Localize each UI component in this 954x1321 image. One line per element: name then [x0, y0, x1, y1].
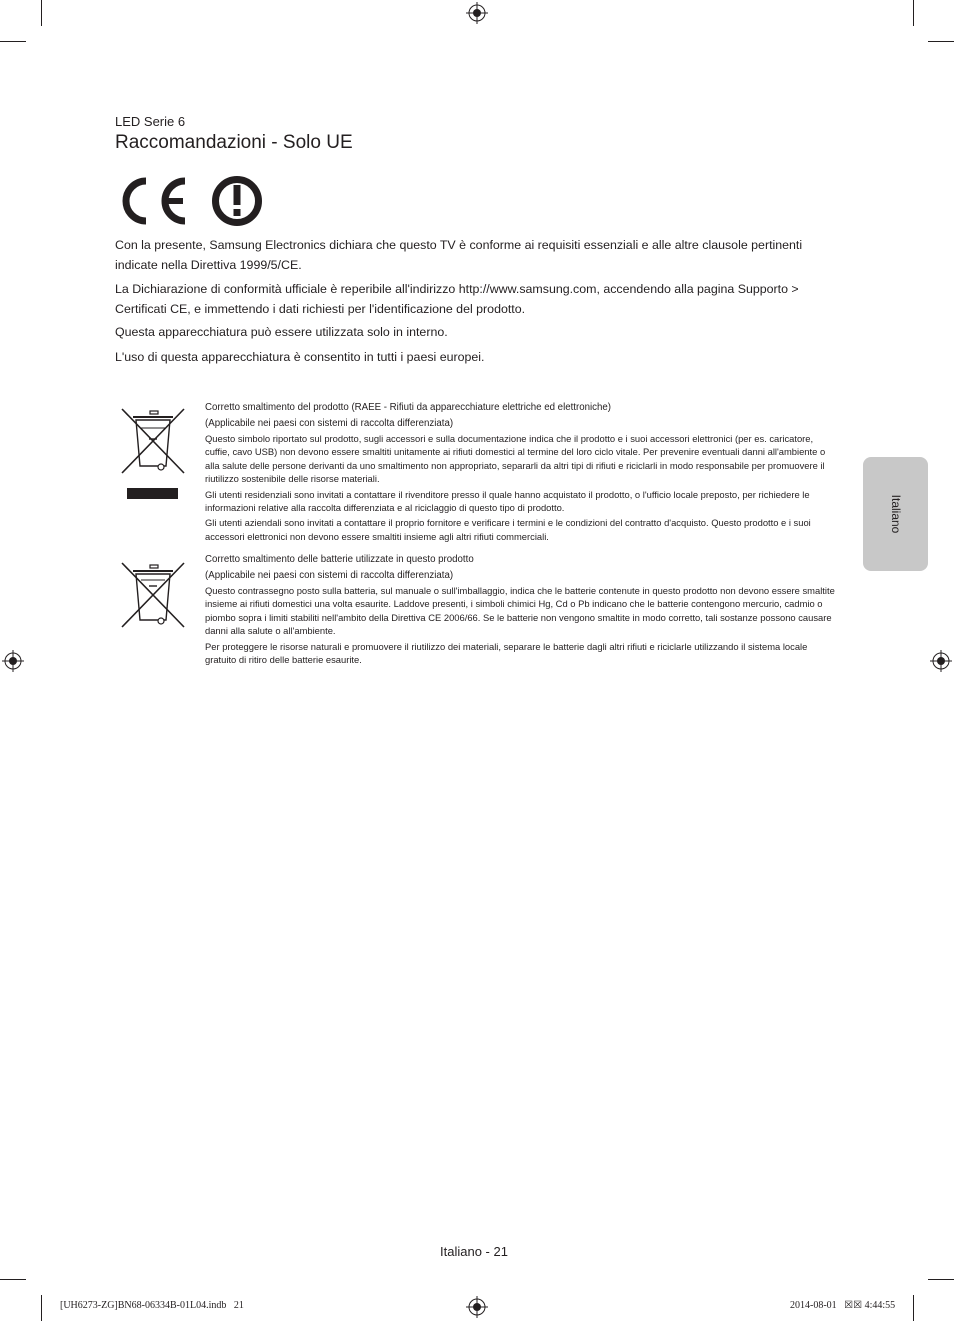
crop-mark: [928, 41, 954, 42]
alert-mark-icon: [216, 180, 259, 223]
crop-mark: [0, 1279, 26, 1280]
battery-bin-icon: [119, 560, 187, 630]
file-slug: [UH6273-ZG]BN68-06334B-01L04.indb 21: [60, 1300, 244, 1311]
battery-body-paragraph: Per proteggere le risorse naturali e promuovere il riutilizzo dei materiali, separare le batterie dagli altri rifiuti e riciclarle utilizzando il sistema locale gratuito di ritiro delle batterie esaurite.: [205, 640, 808, 666]
battery-subtitle: (Applicabile nei paesi con sistemi di raccolta differenziata): [205, 570, 454, 581]
registration-mark-icon: [930, 650, 952, 672]
weee-subtitle: (Applicabile nei paesi con sistemi di raccolta differenziata): [205, 418, 454, 429]
date-slug: 2014-08-01 ☒☒ 4:44:55: [790, 1300, 896, 1311]
registration-mark-icon: [2, 650, 24, 672]
crop-mark: [913, 0, 914, 26]
weee-title: Corretto smaltimento del prodotto (RAEE - Rifiuti da apparecchiature elettriche ed elettroniche): [205, 402, 611, 413]
crop-mark: [913, 1295, 914, 1321]
page-number: Italiano - 21: [440, 1244, 508, 1259]
weee-body-paragraph: Questo simbolo riportato sul prodotto, sugli accessori e sulla documentazione indica che il prodotto e i suoi accessori elettronici (per es. caricatore, cuffie, cavo USB) non devono essere smaltiti unitamente ai rifiuti domestici al termine del loro ciclo vitale. Per prevenire eventuali danni all'ambiente o alla salute delle persone derivanti da uno smaltimento non appropriato, separarli da altri tipi di rifiuti e riciclarli in modo responsabile per promuovere il riutilizzo sostenibile delle risorse materiali.: [205, 433, 826, 485]
language-side-tab-label: Italiano: [888, 494, 903, 534]
ce-mark-icon: [126, 181, 185, 221]
certification-marks: [115, 175, 265, 227]
weee-body-paragraph: Gli utenti residenziali sono invitati a contattare il rivenditore presso il quale hanno acquistato il prodotto, o l'ufficio locale preposto, per richiedere le informazioni relative alla raccolta differenziata e al riciclaggio di questo tipo di prodotto.: [205, 488, 810, 514]
registration-mark-icon: [466, 1296, 488, 1318]
conformity-paragraph: Con la presente, Samsung Electronics dichiara che questo TV è conforme ai requisiti essenziali e alle altre clausole pertinenti indicate nella Direttiva 1999/5/CE.: [115, 238, 803, 272]
declaration-paragraph: La Dichiarazione di conformità ufficiale è reperibile all'indirizzo http://www.samsung.com, accendendo alla pagina Supporto > Certificati CE, e immettendo i dati richiesti per l'identificazione del prodotto.: [115, 282, 799, 316]
language-side-tab: [863, 457, 928, 571]
indoor-use-paragraph: Questa apparecchiatura può essere utilizzata solo in interno.: [115, 325, 448, 339]
registration-mark-icon: [466, 2, 488, 24]
weee-disposal-section: [205, 400, 837, 545]
crop-mark: [0, 41, 26, 42]
weee-bin-icon: [119, 406, 187, 502]
weee-body-paragraph: Gli utenti aziendali sono invitati a contattare il proprio fornitore e verificare i termini e le condizioni del contratto d'acquisto. Questo prodotto e i suoi accessori elettronici non devono essere smaltiti insieme agli altri rifiuti commerciali.: [205, 517, 811, 542]
page-title: Raccomandazioni - Solo UE: [115, 132, 353, 153]
eu-use-paragraph: L'uso di questa apparecchiatura è consentito in tutti i paesi europei.: [115, 350, 485, 364]
battery-body-paragraph: Questo contrassegno posto sulla batteria, sul manuale o sull'imballaggio, indica che le batterie contenute in questo prodotto non devono essere smaltite insieme ai rifiuti domestici una volta esaurite. Laddove presenti, i simboli chimici Hg, Cd o Pb indicano che le batterie contengono mercurio, cadmio o piombo sopra i limiti stabiliti nell'ambito della Direttiva CE 2006/66. Se le batterie non vengono smaltite in modo corretto, tali sostanze possono causare danni alla salute o all'ambiente.: [205, 585, 835, 637]
crop-mark: [41, 1295, 42, 1321]
battery-title: Corretto smaltimento delle batterie utilizzate in questo prodotto: [205, 554, 474, 565]
crop-mark: [928, 1279, 954, 1280]
battery-disposal-section: [205, 552, 837, 668]
product-series: LED Serie 6: [115, 114, 186, 129]
crop-mark: [41, 0, 42, 26]
